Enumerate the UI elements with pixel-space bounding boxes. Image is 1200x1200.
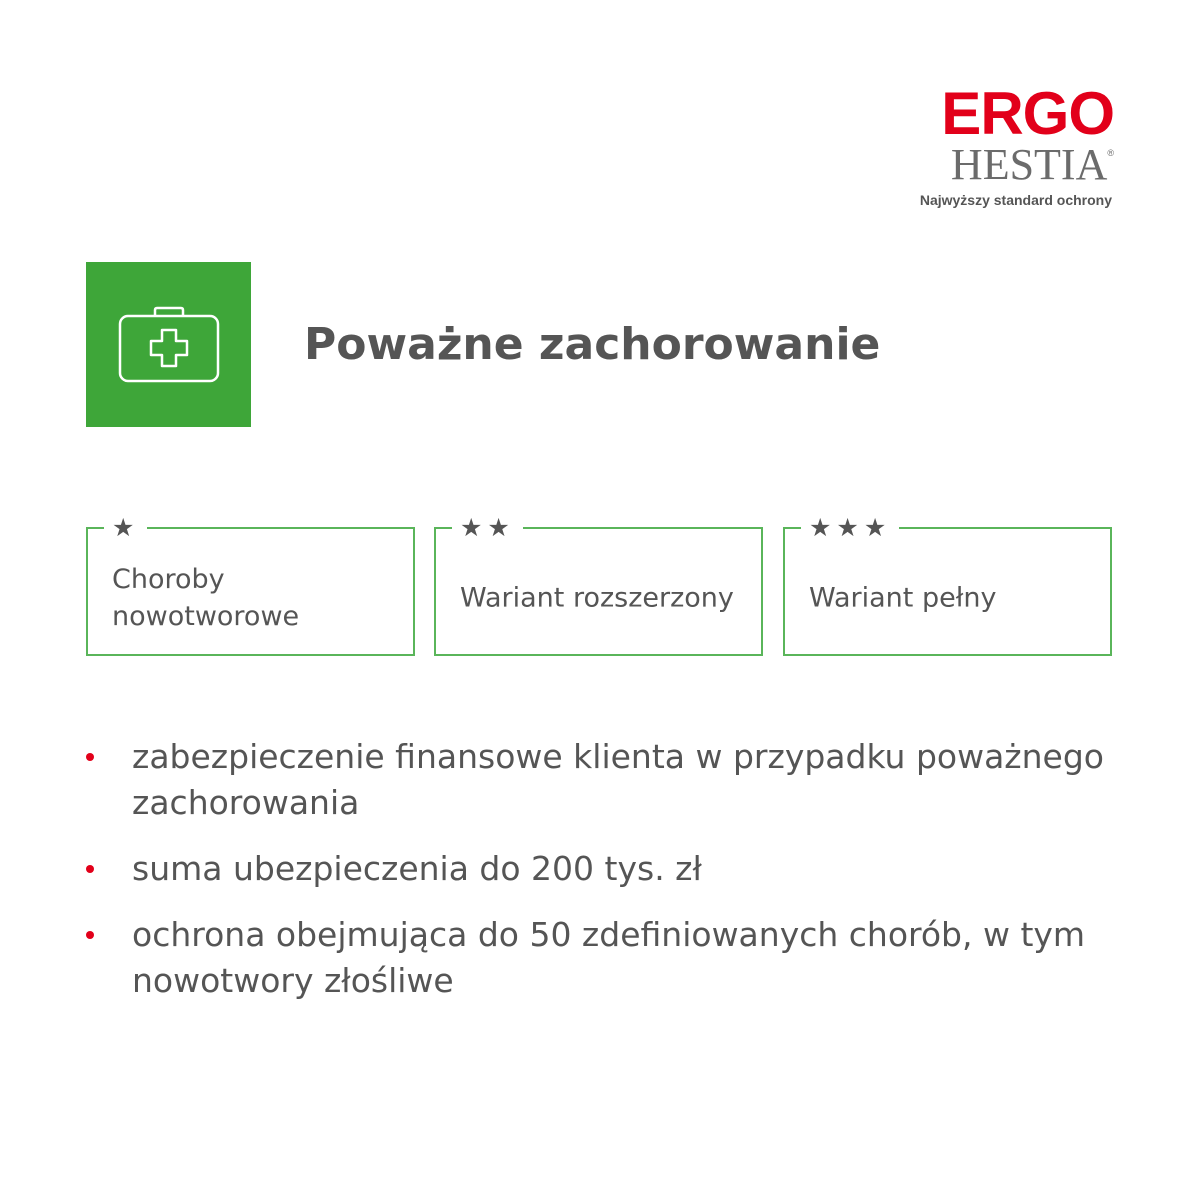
- logo-hestia-text: HESTIA: [950, 140, 1108, 189]
- list-item: [86, 846, 1126, 892]
- bullet-dot-icon: [86, 931, 94, 939]
- variant-card-extended: [434, 513, 763, 656]
- logo-hestia-row: [854, 142, 1114, 188]
- ergo-hestia-logo: [854, 80, 1114, 208]
- variant-card-cancer: [86, 513, 415, 656]
- list-item: [86, 912, 1126, 1004]
- list-item-text: zabezpieczenie finansowe klienta w przypadku poważnego zachorowania: [132, 737, 1104, 822]
- variant-card-full: [783, 513, 1112, 656]
- star-rating-1: ★: [104, 513, 147, 543]
- logo-ergo-text: ERGO: [941, 80, 1114, 147]
- first-aid-kit-icon: [118, 306, 220, 384]
- icon-tile: [86, 262, 251, 427]
- star-rating-2: ★★: [452, 513, 523, 543]
- registered-mark: ®: [1107, 148, 1114, 158]
- variant-label: Wariant rozszerzony: [460, 582, 734, 613]
- list-item-text: suma ubezpieczenia do 200 tys. zł: [132, 849, 702, 888]
- variant-label: Choroby nowotworowe: [112, 563, 300, 632]
- variant-label: Wariant pełny: [809, 582, 997, 613]
- logo-tagline: Najwyższy standard ochrony: [919, 192, 1112, 208]
- list-item: [86, 734, 1126, 826]
- page-title: Poważne zachorowanie: [304, 319, 881, 370]
- benefits-list: [86, 734, 1126, 1024]
- bullet-dot-icon: [86, 753, 94, 761]
- star-rating-3: ★★★: [801, 513, 899, 543]
- list-item-text: ochrona obejmująca do 50 zdefiniowanych chorób, w tym nowotwory złośliwe: [132, 915, 1086, 1000]
- bullet-dot-icon: [86, 865, 94, 873]
